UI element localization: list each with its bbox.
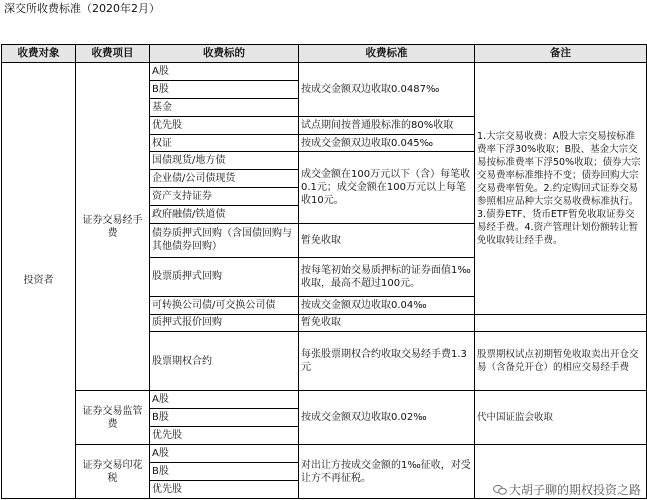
header-payer: 收费对象 <box>2 45 76 63</box>
document-title: 深交所收费标准（2020年2月） <box>4 2 160 15</box>
target-abs: 资产支持证券 <box>150 188 299 206</box>
header-standard: 收费标准 <box>299 45 475 63</box>
standard-preferred: 试点期间按普通股标准的80%收取 <box>299 116 475 134</box>
group-stamp-tax: 证券交易印花税 <box>76 445 150 499</box>
standard-stock-pledge: 按每笔初始交易质押标的证券面值1‰收取，最高不超过100元。 <box>299 257 475 296</box>
target-a-share: A股 <box>150 63 299 81</box>
standard-quote-repo: 暂免收取 <box>299 314 475 332</box>
standard-convertible: 按成交金额双边收取0.04‰ <box>299 296 475 314</box>
fee-table <box>1 44 647 499</box>
table-row <box>2 391 647 409</box>
remark-option: 股票期权试点初期暂免收取卖出开仓交易（含备兑开仓）的相应交易经手费 <box>475 332 647 391</box>
table-header-row <box>2 45 647 63</box>
target-fund: 基金 <box>150 98 299 116</box>
remark-empty <box>475 314 647 332</box>
header-remark: 备注 <box>475 45 647 63</box>
target-tax-b: B股 <box>150 462 299 480</box>
group-supervision-fee: 证券交易监管费 <box>76 391 150 445</box>
remark-trading-fee: 1.大宗交易收费：A股大宗交易按标准费率下浮30%收取；B股、基金大宗交易按标准费率下浮50%收取；债券大宗交易费率标准维持不变；债券回购大宗交易费率暂免。2.约定购回式证券交易参照相应品种大宗交易收费标准执行。3.债券ETF、货币ETF暂免收取证券交易经手费。4.资产管理计划份额转让暂免收取转让经手费。 <box>475 63 647 315</box>
watermark-text: 大胡子聊的期权投资之路 <box>508 483 641 497</box>
target-corp-bond: 企业债/公司债现货 <box>150 170 299 188</box>
group-trading-fee: 证券交易经手费 <box>76 63 150 391</box>
standard-bond: 成交金额在100万元以下（含）每笔收0.1元；成交金额在100万元以上每笔收10元。 <box>299 152 475 224</box>
target-warrant: 权证 <box>150 134 299 152</box>
remark-supervision: 代中国证监会收取 <box>475 391 647 445</box>
standard-warrant: 按成交金额双边收取0.045‰ <box>299 134 475 152</box>
header-target: 收费标的 <box>150 45 299 63</box>
target-sup-pref: 优先股 <box>150 427 299 445</box>
target-option: 股票期权合约 <box>150 332 299 391</box>
target-preferred: 优先股 <box>150 116 299 134</box>
payer-cell: 投资者 <box>2 63 76 499</box>
standard-pledge-repo: 暂免收取 <box>299 224 475 258</box>
chat-bubble-icon <box>493 484 507 496</box>
target-policy-bond: 政府融债/铁道债 <box>150 206 299 224</box>
target-b-share: B股 <box>150 80 299 98</box>
table-row <box>2 63 647 81</box>
standard-supervision: 按成交金额双边收取0.02‰ <box>299 391 475 445</box>
standard-ab-fund: 按成交金额双边收取0.0487‰ <box>299 63 475 117</box>
standard-option: 每张股票期权合约收取交易经手费1.3元 <box>299 332 475 391</box>
watermark <box>493 481 641 498</box>
target-sup-b: B股 <box>150 409 299 427</box>
target-pledge-repo: 债券质押式回购（含国债回购与其他债券回购） <box>150 224 299 258</box>
target-quote-repo: 质押式报价回购 <box>150 314 299 332</box>
target-convertible: 可转换公司债/可交换公司债 <box>150 296 299 314</box>
target-sup-a: A股 <box>150 391 299 409</box>
header-item: 收费项目 <box>76 45 150 63</box>
target-gov-bond: 国债现货/地方债 <box>150 152 299 170</box>
standard-stamp-tax: 对出让方按成交金额的1‰征收，对受让方不再征税。 <box>299 445 475 499</box>
target-tax-a: A股 <box>150 445 299 463</box>
target-stock-pledge: 股票质押式回购 <box>150 257 299 296</box>
target-tax-pref: 优先股 <box>150 480 299 498</box>
table-row <box>2 445 647 463</box>
